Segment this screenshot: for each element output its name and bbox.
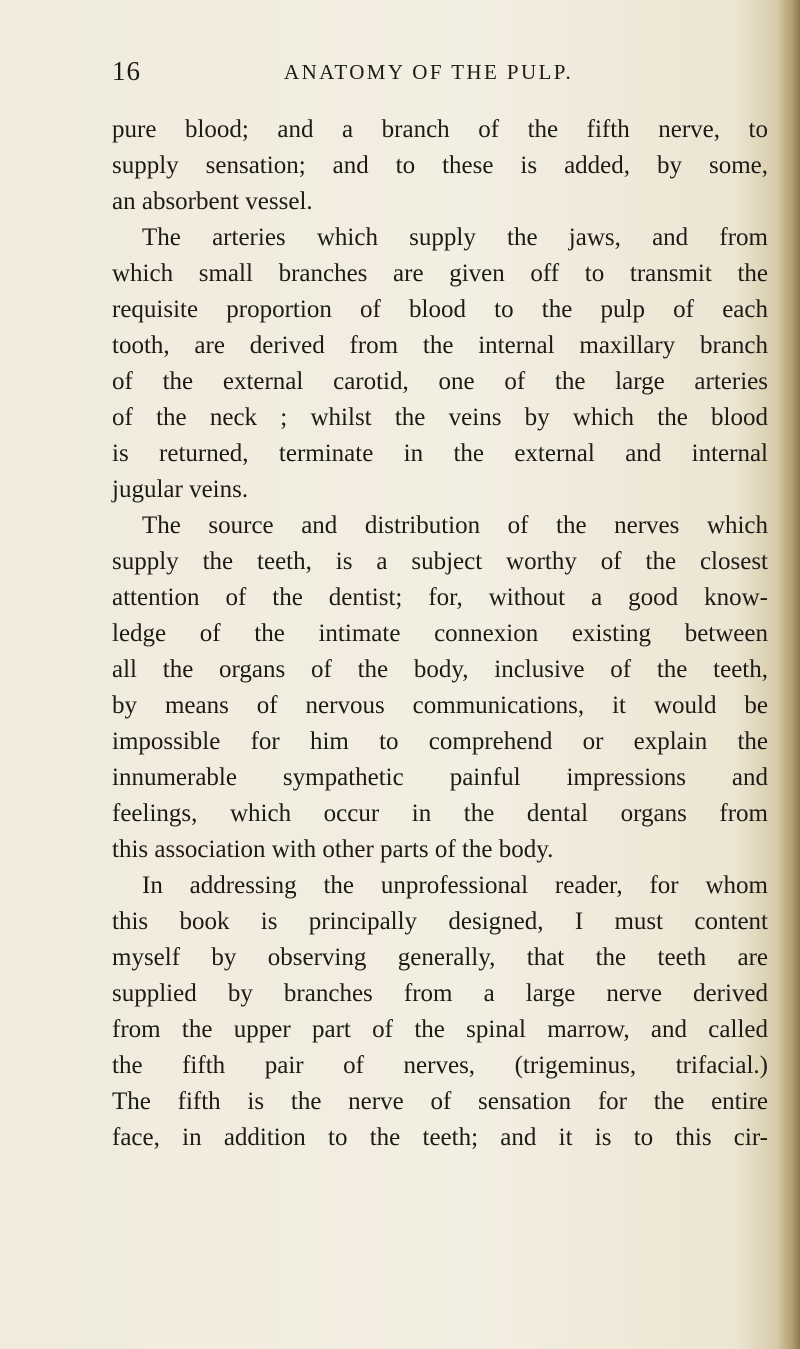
text-line: supplied by branches from a large nerve derived (112, 980, 768, 1007)
paragraph-start-line: In addressing the unprofessional reader, for whom (142, 872, 768, 899)
text-line: innumerable sympathetic painful impressions and (112, 764, 768, 791)
text-line: an absorbent vessel. (112, 188, 313, 215)
text-line: requisite proportion of blood to the pulp of each (112, 296, 768, 323)
text-line: the fifth pair of nerves, (trigeminus, trifacial.) (112, 1052, 768, 1079)
text-line: pure blood; and a branch of the fifth nerve, to (112, 116, 768, 143)
text-line: from the upper part of the spinal marrow, and called (112, 1016, 768, 1043)
paragraph-start-line: The source and distribution of the nerves which (142, 512, 768, 539)
text-line: face, in addition to the teeth; and it is to this cir- (112, 1124, 768, 1151)
text-line: all the organs of the body, inclusive of the teeth, (112, 656, 768, 683)
text-line: supply the teeth, is a subject worthy of the closest (112, 548, 768, 575)
text-line: this book is principally designed, I must content (112, 908, 768, 935)
text-line: attention of the dentist; for, without a good know- (112, 584, 768, 611)
paragraph-start-line: The arteries which supply the jaws, and from (142, 224, 768, 251)
text-line: is returned, terminate in the external and internal (112, 440, 768, 467)
page-header (112, 56, 720, 92)
text-line: The fifth is the nerve of sensation for the entire (112, 1088, 768, 1115)
text-line: ledge of the intimate connexion existing between (112, 620, 768, 647)
text-line: which small branches are given off to transmit the (112, 260, 768, 287)
text-line: supply sensation; and to these is added, by some, (112, 152, 768, 179)
text-line: of the neck ; whilst the veins by which the blood (112, 404, 768, 431)
text-line: by means of nervous communications, it would be (112, 692, 768, 719)
page-edge-shadow (778, 0, 800, 1349)
page-number: 16 (112, 56, 141, 86)
text-line: of the external carotid, one of the large arteries (112, 368, 768, 395)
text-line: impossible for him to comprehend or explain the (112, 728, 768, 755)
running-title: ANATOMY OF THE PULP. (284, 60, 574, 84)
text-line: myself by observing generally, that the teeth are (112, 944, 768, 971)
text-line: jugular veins. (112, 476, 249, 503)
text-line: this association with other parts of the body. (112, 836, 554, 863)
text-line: feelings, which occur in the dental organs from (112, 800, 768, 827)
text-line: tooth, are derived from the internal maxillary branch (112, 332, 768, 359)
